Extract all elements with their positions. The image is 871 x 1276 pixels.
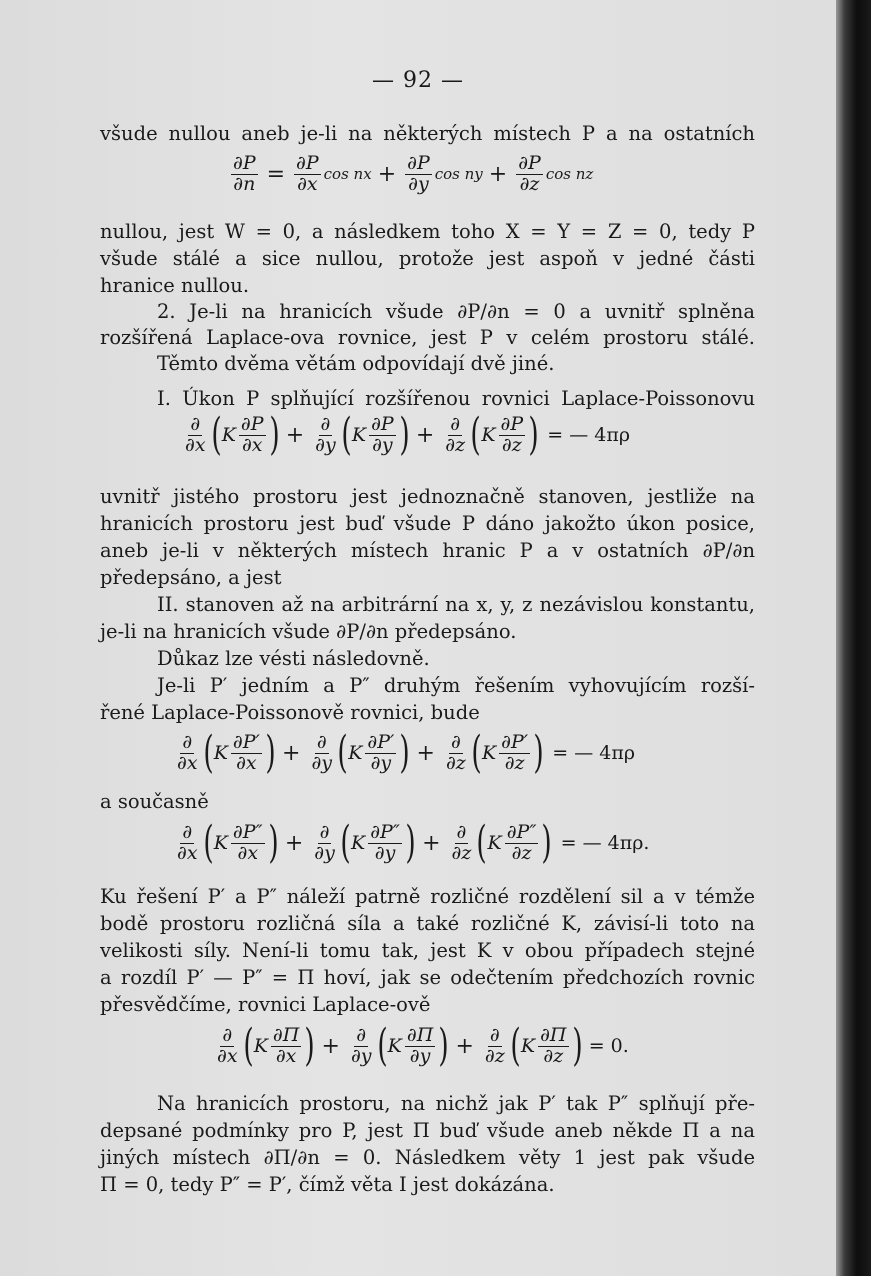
text-line: předepsáno, a jest (100, 566, 282, 589)
text-line: hranice nullou. (100, 274, 250, 297)
equation-solution-p2: $\frac{\partial}{\partial x}$ ( K $\frac{\partial P''}{\partial x}$ ) + $\frac{\partial}{\partial y}$ ( K $\frac{\partial P''}{\partial y}$ ) + $\frac{\partial}{\partial z}$ ( K $\frac{\partial P''}{\partial z}$ ) = — 4πρ. (177, 817, 650, 868)
text-line: II. stanoven až na arbitrární na x, y, z nezávislou konstantu, (157, 593, 755, 616)
text-line: Π = 0, tedy P″ = P′, čímž věta I jest dokázána. (100, 1173, 555, 1196)
text-line: Důkaz lze vésti následovně. (157, 647, 430, 670)
equation-laplace-poisson: $\frac{\partial}{\partial x}$ ( K $\frac{\partial P}{\partial x}$ ) + $\frac{\partial}{\partial y}$ ( K $\frac{\partial P}{\partial y}$ ) + $\frac{\partial}{\partial z}$ ( K $\frac{\partial P}{\partial z}$ ) = — 4πρ (185, 409, 631, 460)
text-line: uvnitř jistého prostoru jest jednoznačně stanoven, jestliže na (100, 485, 755, 508)
equation-solution-p1: $\frac{\partial}{\partial x}$ ( K $\frac{\partial P'}{\partial x}$ ) + $\frac{\partial}{\partial y}$ ( K $\frac{\partial P'}{\partial y}$ ) + $\frac{\partial}{\partial z}$ ( K $\frac{\partial P'}{\partial z}$ ) = — 4πρ (177, 727, 636, 778)
text-line: nullou, jest W = 0, a následkem toho X = Y = Z = 0, tedy P (100, 220, 755, 243)
text-line: všude stálé a sice nullou, protože jest aspoň v jedné části (100, 247, 755, 270)
text-line: přesvědčíme, rovnici Laplace-ově (100, 993, 431, 1016)
text-line: řené Laplace-Poissonově rovnici, bude (100, 701, 480, 724)
equation-laplace: $\frac{\partial}{\partial x}$ ( K $\frac{\partial\Pi}{\partial x}$ ) + $\frac{\partial}{\partial y}$ ( K $\frac{\partial\Pi}{\partial y}$ ) + $\frac{\partial}{\partial z}$ ( K $\frac{\partial\Pi}{\partial z}$ ) = 0. (217, 1020, 629, 1071)
text-line: je-li na hranicích všude ∂P/∂n předepsáno. (100, 620, 517, 643)
text-line: a rozdíl P′ — P″ = Π hoví, jak se odečtením předchozích rovnic (100, 966, 755, 989)
text-line: Je-li P′ jedním a P″ druhým řešením vyhovujícím rozší- (157, 674, 755, 697)
text-line: a současně (100, 790, 209, 813)
text-line: rozšířená Laplace-ova rovnice, jest P v celém prostoru stálé. (100, 326, 755, 349)
book-spine (836, 0, 871, 1276)
text-line: jiných místech ∂Π/∂n = 0. Následkem věty 1 jest pak všude (100, 1146, 755, 1169)
text-line: depsané podmínky pro P, jest Π buď všude aneb někde Π a na (100, 1119, 755, 1142)
text-line: všude nullou aneb je-li na některých místech P a na ostatních (100, 122, 755, 145)
text-line: hranicích prostoru jest buď všude P dáno jakožto úkon posice, (100, 512, 755, 535)
page-number: — 92 — (372, 68, 464, 93)
text-line: Ku řešení P′ a P″ náleží patrně rozličné rozdělení sil a v témže (100, 885, 755, 908)
text-line: velikosti síly. Není-li tomu tak, jest K v obou případech stejné (100, 939, 755, 962)
text-line: 2. Je-li na hranicích všude ∂P/∂n = 0 a uvnitř splněna (157, 300, 755, 323)
text-line: I. Úkon P splňující rozšířenou rovnici Laplace-Poissonovu (157, 387, 755, 410)
text-line: Těmto dvěma větám odpovídají dvě jiné. (157, 352, 555, 375)
text-line: aneb je-li v některých místech hranic P a v ostatních ∂P/∂n (100, 539, 755, 562)
text-line: bodě prostoru rozličná síla a také rozličné K, závisí-li toto na (100, 912, 755, 935)
text-line: Na hranicích prostoru, na nichž jak P′ tak P″ splňují pře- (157, 1092, 755, 1115)
equation-normal-derivative: $\frac{\partial P}{\partial n}$ = $\frac{\partial P}{\partial x}$ cos nx + $\frac{\partial P}{\partial y}$ cos ny + $\frac{\partial P}{\partial z}$ cos nz (233, 152, 594, 195)
